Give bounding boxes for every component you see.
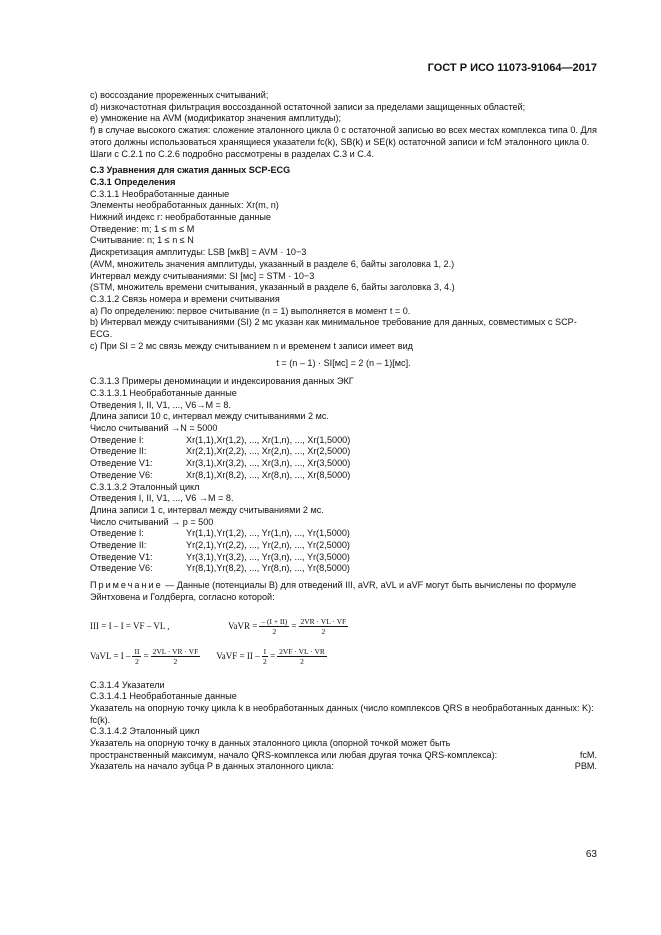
row-value: Yr(8,1),Yr(8,2), ..., Yr(8,n), ..., Yr(8,5000) [186, 563, 350, 574]
def-line: Считывание: n; 1 ≤ n ≤ N [90, 235, 194, 246]
pointer-row [90, 761, 597, 773]
pointer-text: Указатель на начало зубца P в данных эталонного цикла: [90, 761, 334, 772]
example-line: C.3.1.3.1 Необработанные данные [90, 387, 237, 398]
def-line: (STM, множитель времени считывания, указанный в разделе 6, байты заголовка 3, 4.) [90, 282, 455, 293]
note [90, 580, 597, 603]
section-heading-c31: C.3.1 Определения [90, 176, 176, 187]
ref-row [90, 528, 597, 540]
example-line: Число считываний →N = 5000 [90, 422, 218, 433]
numerator: – (I + II) [261, 617, 288, 627]
denominator: 2 [173, 657, 178, 667]
formula-iii: III = I – I = VF – VL , [90, 620, 170, 631]
numerator: II [134, 647, 140, 657]
equals-sign: = [143, 650, 149, 661]
def-line: Нижний индекс r: необработанные данные [90, 212, 271, 223]
list-f: f) в случае высокого сжатия: сложение эталонного цикла 0 с остаточной записью во всех местах комплекса типа 0. Для этого должны использоваться хранящиеся указатели fc(k), SB(k) и SE(k) остаточной записи и fcM эталонного цикла 0. [90, 125, 597, 147]
row-label: Отведение V1: [90, 551, 153, 562]
formula-avr-lhs: VaVR = [228, 620, 258, 631]
equals-sign: = [270, 650, 276, 661]
example-line: Отведения I, II, V1, ..., V6→M = 8. [90, 399, 231, 410]
note-label: Примечание [90, 580, 163, 591]
numerator: 2VR · VL · VF [300, 617, 347, 627]
pointer-line: Указатель на опорную точку цикла k в необработанных данных (число комплексов QRS в необработанных данных: K): fc(k). [90, 702, 594, 725]
fraction [277, 647, 327, 666]
pointer-line: C.3.1.4 Указатели [90, 679, 165, 690]
row-label: Отведение I: [90, 434, 144, 445]
ref-line: Отведения I, II, V1, ..., V6 →M = 8. [90, 493, 234, 504]
document-body [90, 90, 597, 773]
pointer-line: C.3.1.4.1 Необработанные данные [90, 691, 237, 702]
ref-row [90, 540, 597, 552]
denominator: 2 [300, 657, 304, 667]
pointer-line: C.3.1.4.2 Эталонный цикл [90, 726, 200, 737]
page-number: 63 [585, 849, 597, 860]
list-d: d) низкочастотная фильтрация воссозданной остаточной записи за пределами защищенных областей; [90, 101, 526, 112]
row-value: Yr(3,1),Yr(3,2), ..., Yr(3,n), ..., Yr(3,5000) [186, 551, 350, 562]
pointer-value: PBM. [574, 761, 597, 772]
list-c: c) воссоздание прореженных считываний; [90, 90, 269, 100]
fraction [132, 647, 141, 666]
fraction [299, 617, 349, 636]
ref-line: Длина записи 1 с, интервал между считываниями 2 мс. [90, 504, 324, 515]
note-text: — Данные (потенциалы В) для отведений III, aVR, aVL и aVF могут быть вычислены по формуле Эйнтховена и Голдберга, согласно которой: [90, 580, 577, 602]
row-value: Yr(2,1),Yr(2,2), ..., Yr(2,n), ..., Yr(2,5000) [186, 540, 350, 551]
pointer-line: Указатель на опорную точку в данных эталонного цикла (опорной точкой может быть [90, 738, 451, 749]
def-line: Дискретизация амплитуды: LSB [мкВ] = AVM · 10−3 [90, 247, 307, 258]
denominator: 2 [272, 627, 277, 637]
ref-row [90, 563, 597, 575]
formula-line [90, 642, 597, 672]
def-line: Элементы необработанных данных: Xr(m, n) [90, 200, 279, 211]
def-line: Отведение: m; 1 ≤ m ≤ M [90, 223, 195, 234]
denominator: 2 [262, 657, 267, 667]
fraction [151, 647, 201, 666]
raw-row [90, 470, 597, 482]
time-equation: t = (n – 1) · SI[мс] = 2 (n – 1)[мс]. [276, 358, 411, 369]
example-line: Длина записи 10 с, интервал между считываниями 2 мс. [90, 411, 329, 422]
pointer-text: пространственный максимум, начало QRS-комплекса или любая другая точка QRS-комплекса): [90, 749, 498, 760]
def-line: c) При SI = 2 мс связь между считыванием n и временем t записи имеет вид [90, 340, 413, 351]
def-line: a) По определению: первое считывание (n = 1) выполняется в момент t = 0. [90, 305, 411, 316]
row-value: Xr(2,1),Xr(2,2), ..., Xr(2,n), ..., Xr(2,5000) [186, 446, 351, 457]
numerator: 2VL · VR · VF [152, 647, 199, 657]
example-line: C.3.1.3 Примеры деноминации и индексирования данных ЭКГ [90, 376, 354, 387]
formula-line [90, 612, 597, 642]
def-line: C.3.1.1 Необработанные данные [90, 188, 230, 199]
ref-row [90, 552, 597, 564]
ref-line: C.3.1.3.2 Эталонный цикл [90, 481, 200, 492]
section-heading-c3: C.3 Уравнения для сжатия данных SCP-ECG [90, 165, 291, 176]
ref-line: Число считываний → p = 500 [90, 516, 214, 527]
fraction [259, 617, 289, 636]
pointer-row [90, 750, 597, 762]
formula-avl-lhs: VaVL = I – [90, 650, 131, 661]
row-label: Отведение II: [90, 446, 147, 457]
formula-avf-lhs: VaVF = II – [216, 650, 260, 661]
steps-note: Шаги с C.2.1 по C.2.6 подробно рассмотрены в разделах C.3 и C.4. [90, 148, 374, 159]
def-line: (AVM, множитель значения амплитуды, указанный в разделе 6, байты заголовка 1, 2.) [90, 258, 455, 269]
row-label: Отведение V6: [90, 469, 153, 480]
row-value: Xr(8,1),Xr(8,2), ..., Xr(8,n), ..., Xr(8,5000) [186, 469, 351, 480]
def-line: C.3.1.2 Связь номера и времени считывания [90, 293, 280, 304]
row-label: Отведение II: [90, 540, 147, 551]
row-label: Отведение V1: [90, 458, 153, 469]
row-label: Отведение V6: [90, 563, 153, 574]
raw-row [90, 435, 597, 447]
numerator: 2VF · VL · VR [279, 647, 325, 657]
denominator: 2 [135, 657, 139, 667]
row-value: Xr(1,1),Xr(1,2), ..., Xr(1,n), ..., Xr(1,5000) [186, 434, 351, 445]
pointer-value: fcM. [579, 749, 597, 760]
row-value: Xr(3,1),Xr(3,2), ..., Xr(3,n), ..., Xr(3,5000) [186, 458, 351, 469]
row-label: Отведение I: [90, 528, 144, 539]
def-line: b) Интервал между считываниями (SI) 2 мс указан как минимальное требование для данных, совместимых с SCP-ECG. [90, 317, 577, 340]
def-line: Интервал между считываниями: SI [мс] = STM · 10−3 [90, 270, 315, 281]
denominator: 2 [321, 627, 326, 637]
raw-row [90, 458, 597, 470]
numerator: I [263, 647, 267, 657]
row-value: Yr(1,1),Yr(1,2), ..., Yr(1,n), ..., Yr(1,5000) [186, 528, 350, 539]
fraction [262, 647, 269, 666]
raw-row [90, 446, 597, 458]
page-header: ГОСТ Р ИСО 11073-91064—2017 [427, 62, 597, 74]
list-e: e) умножение на AVM (модификатор значения амплитуды); [90, 113, 342, 124]
equals-sign: = [291, 620, 297, 631]
formula-block [90, 612, 597, 672]
